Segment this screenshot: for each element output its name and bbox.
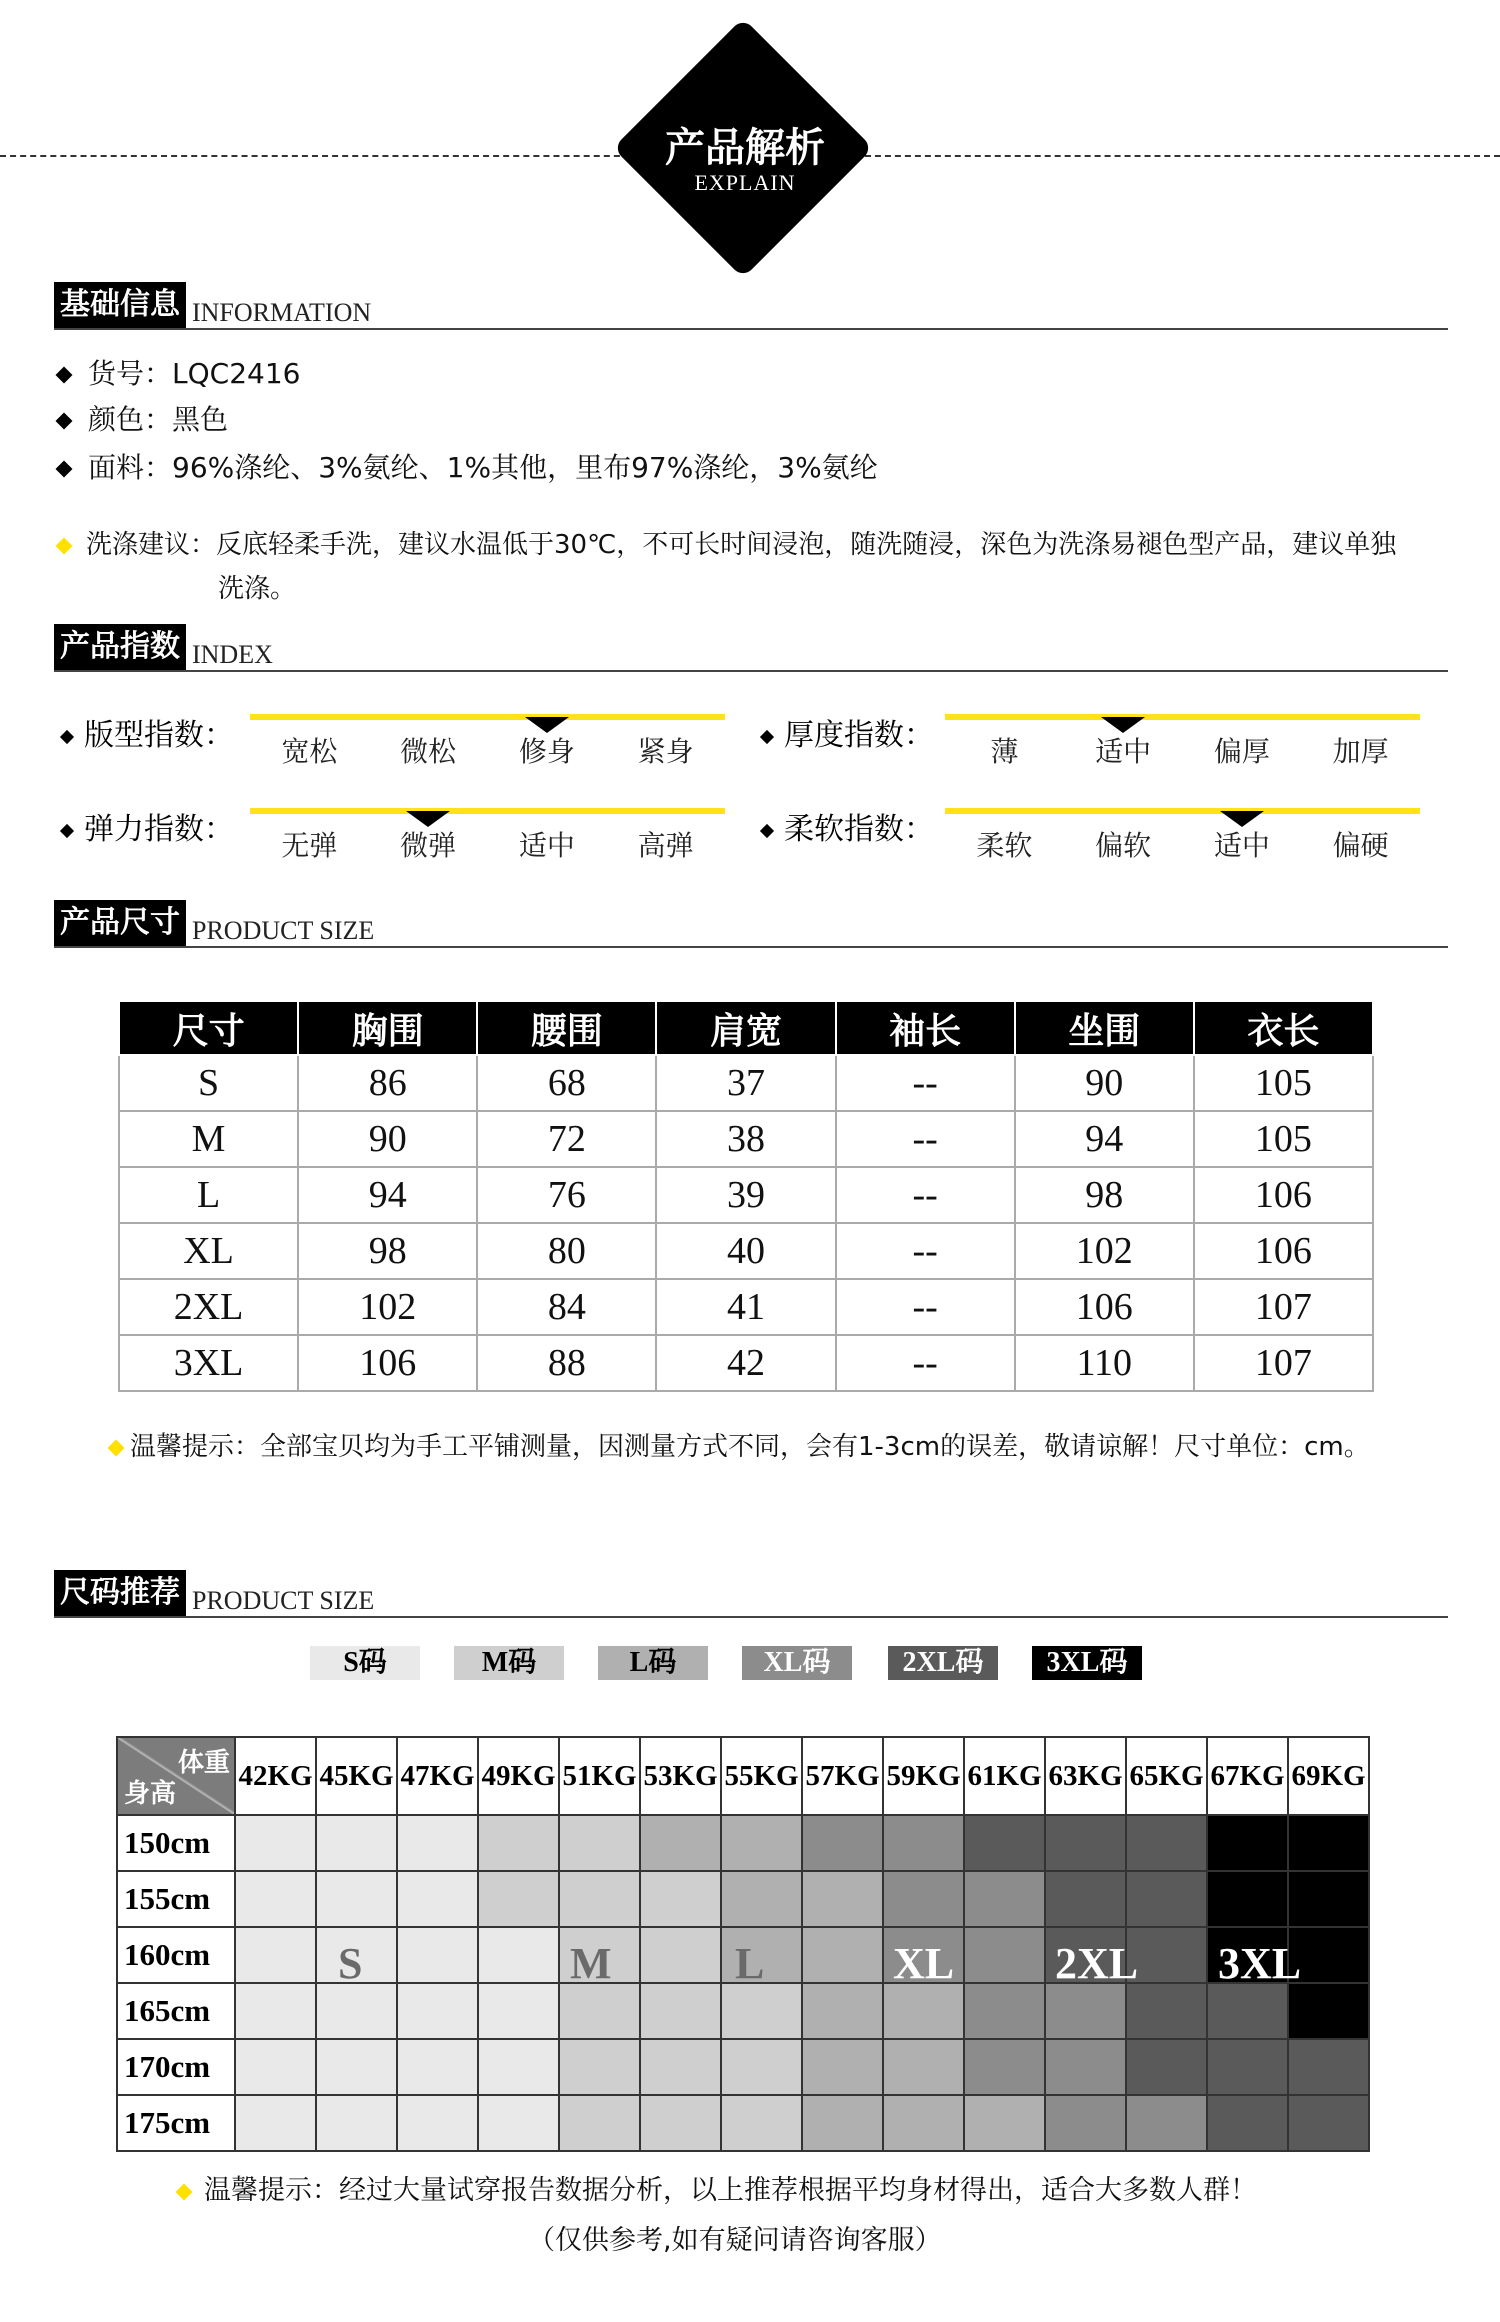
size-zone-cell	[1126, 2095, 1207, 2151]
size-zone-cell	[964, 2095, 1045, 2151]
size-zone-cell	[802, 1871, 883, 1927]
size-zone-cell	[316, 1983, 397, 2039]
index-option: 修身	[518, 735, 575, 768]
size-zone-cell	[235, 1983, 316, 2039]
index-option: 适中	[518, 829, 575, 862]
size-zone-cell	[883, 1983, 964, 2039]
index-bar	[250, 808, 725, 814]
size-zone-cell	[316, 1815, 397, 1871]
size-zone-cell	[964, 1871, 1045, 1927]
size-zone-cell	[397, 2039, 478, 2095]
index-option: 宽松	[281, 735, 338, 768]
size-zone-cell	[1045, 2039, 1126, 2095]
index-option: 无弹	[281, 829, 338, 862]
weight-header-cell: 42KG	[235, 1737, 316, 1815]
size-zone-cell	[1288, 1983, 1369, 2039]
index-bar	[945, 714, 1420, 720]
size-zone-cell	[1288, 1871, 1369, 1927]
table-row	[119, 1055, 1373, 1111]
table-cell: 94	[298, 1167, 477, 1223]
index-option: 微松	[400, 735, 457, 768]
header-title: 产品解析	[665, 124, 825, 171]
size-table-header-cell: 尺寸	[119, 1001, 298, 1055]
table-row	[119, 1111, 1373, 1167]
index-label	[762, 804, 934, 848]
size-tip	[110, 1426, 1370, 1463]
size-zone-cell	[802, 2095, 883, 2151]
weight-header-cell: 53KG	[640, 1737, 721, 1815]
section-header-index	[54, 624, 1448, 672]
weight-header-cell: 51KG	[559, 1737, 640, 1815]
table-cell: 2XL	[119, 1279, 298, 1335]
table-cell: 106	[1015, 1279, 1194, 1335]
size-zone-cell	[397, 1871, 478, 1927]
legend-item: L码	[598, 1646, 708, 1680]
table-cell: --	[836, 1167, 1015, 1223]
section-title-cn: 基础信息	[54, 282, 186, 328]
weight-header-cell: 69KG	[1288, 1737, 1369, 1815]
size-table-header-cell: 衣长	[1194, 1001, 1373, 1055]
table-cell: 102	[1015, 1223, 1194, 1279]
index-marker-icon	[406, 811, 450, 827]
size-zone-cell	[559, 1871, 640, 1927]
index-option: 偏厚	[1213, 735, 1270, 768]
bullet-yellow-icon	[108, 1439, 125, 1456]
size-zone-cell	[1126, 1983, 1207, 2039]
weight-header-cell: 45KG	[316, 1737, 397, 1815]
section-title-en: INDEX	[192, 640, 273, 669]
wash-advice	[58, 522, 1438, 568]
index-label-text: 厚度指数：	[784, 718, 934, 753]
index-option: 柔软	[976, 829, 1033, 862]
weight-header-cell: 67KG	[1207, 1737, 1288, 1815]
info-item-number-text: 货号：LQC2416	[88, 357, 301, 390]
index-option: 适中	[1213, 829, 1270, 862]
size-zone-cell	[802, 1815, 883, 1871]
section-header-info	[54, 282, 1448, 330]
recommend-note: （仅供参考,如有疑问请咨询客服）	[528, 2225, 942, 2256]
table-cell: 105	[1194, 1111, 1373, 1167]
table-cell: 102	[298, 1279, 477, 1335]
size-zone-cell	[1126, 1815, 1207, 1871]
legend-item: 2XL码	[888, 1646, 998, 1680]
index-option: 薄	[990, 735, 1019, 768]
height-header-cell: 150cm	[117, 1815, 235, 1871]
size-zone-cell	[964, 1983, 1045, 2039]
table-cell: S	[119, 1055, 298, 1111]
size-table-header-cell: 胸围	[298, 1001, 477, 1055]
table-cell: 72	[477, 1111, 656, 1167]
size-zone-cell	[478, 1927, 559, 1983]
index-option: 微弹	[400, 829, 457, 862]
size-zone-cell	[640, 1815, 721, 1871]
weight-header-cell: 63KG	[1045, 1737, 1126, 1815]
size-zone-cell	[1288, 2095, 1369, 2151]
index-option: 偏软	[1095, 829, 1152, 862]
index-option: 偏硬	[1332, 829, 1389, 862]
table-cell: 76	[477, 1167, 656, 1223]
size-table-header-cell: 坐围	[1015, 1001, 1194, 1055]
size-zone-cell	[1288, 1815, 1369, 1871]
table-cell: 107	[1194, 1279, 1373, 1335]
size-zone-cell	[235, 1815, 316, 1871]
section-title-en: PRODUCT SIZE	[192, 916, 375, 945]
table-cell: 106	[1194, 1223, 1373, 1279]
index-label	[62, 804, 234, 848]
bullet-yellow-icon	[176, 2183, 193, 2200]
size-zone-cell	[478, 2095, 559, 2151]
table-cell: 88	[477, 1335, 656, 1391]
size-zone-cell	[883, 2095, 964, 2151]
table-cell: --	[836, 1111, 1015, 1167]
section-title-cn: 尺码推荐	[54, 1570, 186, 1616]
index-label	[62, 710, 234, 754]
recommend-tip-text: 温馨提示：经过大量试穿报告数据分析，以上推荐根据平均身材得出，适合大多数人群！	[204, 2175, 1257, 2206]
table-cell: 37	[656, 1055, 835, 1111]
table-cell: 84	[477, 1279, 656, 1335]
index-option: 高弹	[637, 829, 694, 862]
info-fabric-text: 面料：96%涤纶、3%氨纶、1%其他，里布97%涤纶，3%氨纶	[88, 451, 878, 484]
recommend-tip	[178, 2168, 1257, 2207]
bullet-yellow-icon	[56, 537, 73, 554]
section-title-cn: 产品尺寸	[54, 900, 186, 946]
table-cell: 40	[656, 1223, 835, 1279]
size-zone-cell	[640, 1871, 721, 1927]
size-zone-cell	[316, 1871, 397, 1927]
size-zone-cell	[883, 1871, 964, 1927]
index-option: 加厚	[1332, 735, 1389, 768]
header-dashed-line-right	[845, 155, 1500, 157]
size-zone-cell	[721, 1983, 802, 2039]
table-cell: 39	[656, 1167, 835, 1223]
height-header-cell: 160cm	[117, 1927, 235, 1983]
size-zone-cell	[1207, 2095, 1288, 2151]
bullet-icon	[56, 461, 73, 478]
height-header-cell: 170cm	[117, 2039, 235, 2095]
table-cell: 90	[298, 1111, 477, 1167]
table-cell: M	[119, 1111, 298, 1167]
table-row	[117, 1871, 1369, 1927]
size-table	[118, 1000, 1374, 1392]
index-marker-icon	[1101, 717, 1145, 733]
weight-header-cell: 49KG	[478, 1737, 559, 1815]
size-zone-cell	[1126, 2039, 1207, 2095]
table-row	[119, 1279, 1373, 1335]
size-table-header-cell: 袖长	[836, 1001, 1015, 1055]
index-label-text: 柔软指数：	[784, 812, 934, 847]
size-zone-cell	[1126, 1927, 1207, 1983]
size-zone-cell	[1207, 1815, 1288, 1871]
size-zone-cell	[1045, 2095, 1126, 2151]
height-header-cell: 175cm	[117, 2095, 235, 2151]
size-zone-cell	[559, 1815, 640, 1871]
size-zone-cell	[397, 1927, 478, 1983]
size-zone-cell	[397, 1983, 478, 2039]
table-row	[117, 2095, 1369, 2151]
size-zone-cell	[1045, 1983, 1126, 2039]
bullet-icon	[60, 823, 74, 837]
size-table-header-cell: 腰围	[477, 1001, 656, 1055]
table-cell: 106	[298, 1335, 477, 1391]
size-table-header-row	[119, 1001, 1373, 1055]
legend-item: S码	[310, 1646, 420, 1680]
size-zone-cell	[235, 1927, 316, 1983]
weight-header-cell: 59KG	[883, 1737, 964, 1815]
table-cell: 68	[477, 1055, 656, 1111]
section-title-en: PRODUCT SIZE	[192, 1586, 375, 1615]
section-header-size	[54, 900, 1448, 948]
size-zone-cell	[640, 1927, 721, 1983]
table-cell: L	[119, 1167, 298, 1223]
table-cell: 105	[1194, 1055, 1373, 1111]
index-bar	[250, 714, 725, 720]
table-row	[119, 1223, 1373, 1279]
bullet-icon	[760, 729, 774, 743]
size-zone-cell	[640, 2095, 721, 2151]
size-zone-cell	[721, 1815, 802, 1871]
size-zone-label: 2XL	[1055, 1939, 1139, 1988]
size-zone-cell	[478, 1983, 559, 2039]
index-label	[762, 710, 934, 754]
size-zone-label: M	[570, 1939, 612, 1988]
size-zone-cell	[721, 2039, 802, 2095]
size-zone-cell	[478, 1815, 559, 1871]
size-zone-cell	[559, 2039, 640, 2095]
section-title-cn: 产品指数	[54, 624, 186, 670]
table-cell: 41	[656, 1279, 835, 1335]
header-dashed-line-left	[0, 155, 640, 157]
index-label-text: 弹力指数：	[84, 812, 234, 847]
size-zone-cell	[721, 1871, 802, 1927]
wash-advice-line-2: 洗涤。	[218, 574, 297, 604]
size-zone-cell	[235, 2095, 316, 2151]
table-cell: --	[836, 1279, 1015, 1335]
table-cell: 80	[477, 1223, 656, 1279]
legend-item: XL码	[742, 1646, 852, 1680]
index-bar	[945, 808, 1420, 814]
weight-header-cell: 57KG	[802, 1737, 883, 1815]
index-marker-icon	[525, 717, 569, 733]
table-cell: 86	[298, 1055, 477, 1111]
bullet-icon	[760, 823, 774, 837]
weight-header-cell: 55KG	[721, 1737, 802, 1815]
size-zone-cell	[1207, 1871, 1288, 1927]
height-header-cell: 155cm	[117, 1871, 235, 1927]
size-zone-cell	[1288, 2039, 1369, 2095]
corner-cell	[117, 1737, 235, 1815]
size-zone-cell	[235, 1871, 316, 1927]
index-option: 紧身	[637, 735, 694, 768]
size-table-header-cell: 肩宽	[656, 1001, 835, 1055]
index-label-text: 版型指数：	[84, 718, 234, 753]
table-cell: XL	[119, 1223, 298, 1279]
size-zone-cell	[1207, 2039, 1288, 2095]
size-zone-cell	[883, 2039, 964, 2095]
table-cell: 42	[656, 1335, 835, 1391]
bullet-icon	[60, 729, 74, 743]
size-zone-cell	[1207, 1983, 1288, 2039]
size-table-body	[119, 1055, 1373, 1391]
table-row	[117, 2039, 1369, 2095]
table-cell: 106	[1194, 1167, 1373, 1223]
size-zone-cell	[802, 1927, 883, 1983]
size-zone-cell	[1045, 1871, 1126, 1927]
wash-advice-line-1: 洗涤建议：反底轻柔手洗，建议水温低于30℃，不可长时间浸泡，随洗随浸，深色为洗涤易褪色型产品，建议单独	[86, 530, 1397, 560]
size-zone-cell	[1045, 1815, 1126, 1871]
index-option: 适中	[1095, 735, 1152, 768]
table-row	[119, 1335, 1373, 1391]
height-header-cell: 165cm	[117, 1983, 235, 2039]
size-zone-cell	[397, 2095, 478, 2151]
index-marker-icon	[1220, 811, 1264, 827]
table-header-row	[117, 1737, 1369, 1815]
legend-item: M码	[454, 1646, 564, 1680]
size-zone-cell	[559, 1983, 640, 2039]
info-color	[58, 398, 228, 438]
size-zone-cell	[478, 2039, 559, 2095]
table-cell: 107	[1194, 1335, 1373, 1391]
info-fabric	[58, 446, 878, 486]
info-item-number	[58, 352, 300, 392]
size-zone-cell	[964, 1927, 1045, 1983]
corner-height-label: 身高	[124, 1779, 177, 1808]
table-cell: --	[836, 1335, 1015, 1391]
size-zone-cell	[964, 1815, 1045, 1871]
size-zone-cell	[1126, 1871, 1207, 1927]
size-zone-cell	[640, 2039, 721, 2095]
header-subtitle: EXPLAIN	[694, 170, 796, 195]
corner-weight-label: 体重	[177, 1748, 230, 1777]
size-zone-cell	[478, 1871, 559, 1927]
size-zone-cell	[316, 2039, 397, 2095]
size-zone-cell	[640, 1983, 721, 2039]
size-zone-cell	[964, 2039, 1045, 2095]
bullet-icon	[56, 367, 73, 384]
table-cell: --	[836, 1223, 1015, 1279]
table-cell: 94	[1015, 1111, 1194, 1167]
table-cell: 3XL	[119, 1335, 298, 1391]
weight-header-cell: 61KG	[964, 1737, 1045, 1815]
table-cell: 110	[1015, 1335, 1194, 1391]
table-cell: --	[836, 1055, 1015, 1111]
weight-header-cell: 47KG	[397, 1737, 478, 1815]
table-row	[117, 1983, 1369, 2039]
size-zone-cell	[235, 2039, 316, 2095]
table-cell: 98	[1015, 1167, 1194, 1223]
size-zone-label: S	[338, 1939, 363, 1988]
section-title-en: INFORMATION	[192, 298, 372, 327]
size-zone-label: 3XL	[1218, 1939, 1302, 1988]
size-tip-text: 温馨提示：全部宝贝均为手工平铺测量，因测量方式不同，会有1-3cm的误差，敬请谅解！尺寸单位：cm。	[130, 1432, 1370, 1462]
size-zone-label: XL	[893, 1939, 955, 1988]
size-zone-cell	[883, 1815, 964, 1871]
size-zone-cell	[397, 1815, 478, 1871]
section-header-recommend	[54, 1570, 1448, 1618]
size-zone-cell	[559, 2095, 640, 2151]
size-zone-cell	[802, 2039, 883, 2095]
table-cell: 98	[298, 1223, 477, 1279]
size-zone-cell	[316, 2095, 397, 2151]
bullet-icon	[56, 413, 73, 430]
table-row	[117, 1815, 1369, 1871]
legend-item: 3XL码	[1032, 1646, 1142, 1680]
size-zone-label: L	[735, 1939, 765, 1988]
table-row	[119, 1167, 1373, 1223]
weight-header-cell: 65KG	[1126, 1737, 1207, 1815]
table-cell: 90	[1015, 1055, 1194, 1111]
size-zone-cell	[721, 2095, 802, 2151]
info-color-text: 颜色：黑色	[88, 403, 229, 436]
size-zone-cell	[802, 1983, 883, 2039]
table-cell: 38	[656, 1111, 835, 1167]
